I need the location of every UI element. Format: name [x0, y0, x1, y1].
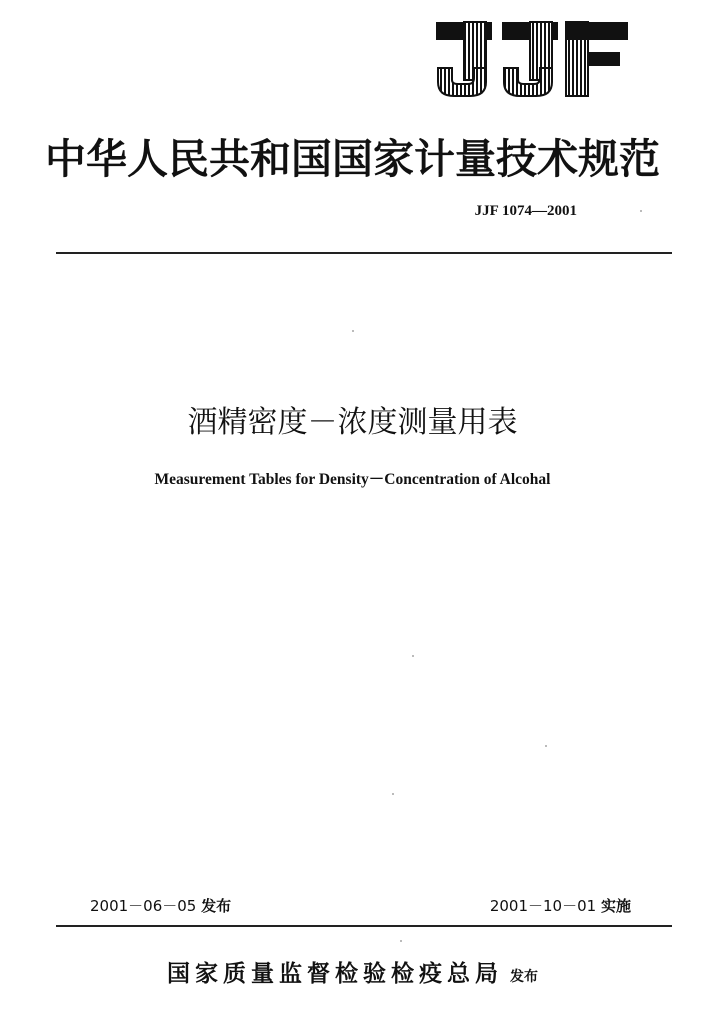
document-title-cn: 酒精密度－浓度测量用表	[187, 405, 518, 440]
effective-date-line	[490, 895, 631, 916]
logo-letter-f	[566, 22, 628, 96]
scan-speck	[352, 330, 354, 332]
issue-date: 2001－06－05	[90, 897, 197, 915]
jjf-logo	[432, 18, 632, 100]
publisher-name: 国家质量监督检验检疫总局	[166, 960, 503, 987]
logo-letter-j2	[502, 22, 558, 96]
scan-speck	[545, 745, 547, 747]
effective-date: 2001－10－01	[489, 897, 597, 915]
scan-speck	[400, 940, 402, 942]
bottom-divider	[56, 925, 672, 927]
publisher-suffix: 发布	[510, 969, 539, 985]
effective-label: 实施	[600, 897, 631, 915]
scan-speck	[640, 210, 642, 212]
publisher-line	[0, 955, 705, 988]
main-title: 中华人民共和国国家计量技术规范	[45, 135, 660, 183]
issue-date-line	[90, 895, 231, 916]
scan-speck	[412, 655, 414, 657]
scan-speck	[392, 793, 394, 795]
top-divider	[56, 252, 672, 254]
issue-label: 发布	[201, 897, 232, 915]
jjf-logo-graphic	[432, 18, 632, 100]
document-title-en: Measurement Tables for Density－Concentration of Alcohal	[154, 471, 551, 488]
logo-letter-j1	[436, 22, 492, 96]
standard-number: JJF 1074—2001	[474, 203, 577, 219]
